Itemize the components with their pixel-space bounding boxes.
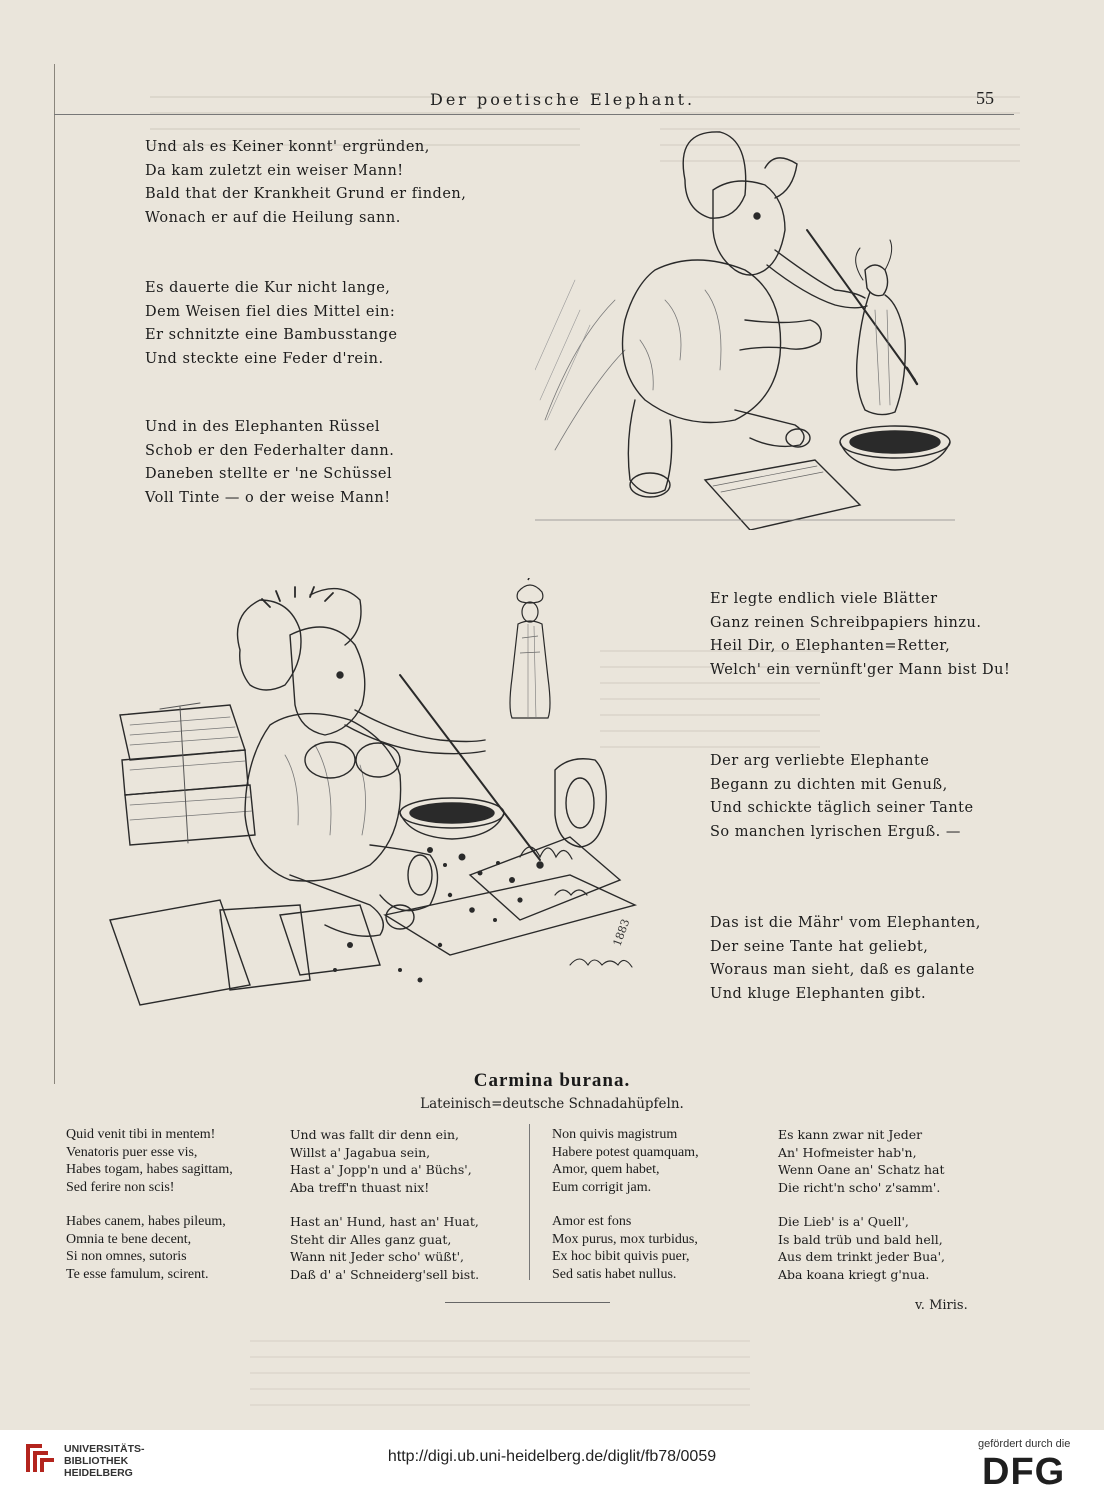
verse-line: Willst a' Jagabua sein, (290, 1144, 431, 1160)
verse-line: Bald that der Krankheit Grund er finden, (145, 186, 467, 202)
verse-line: Hast an' Hund, hast an' Huat, (290, 1214, 479, 1229)
stanza-2 (145, 277, 397, 371)
stanza-4 (710, 588, 1010, 682)
latin-column-1 (66, 1126, 233, 1283)
verse-line: Schob er den Federhalter dann. (145, 442, 395, 459)
verse-line: Quid venit tibi in mentem! (66, 1127, 216, 1142)
bleed-through (250, 1340, 750, 1410)
verse-line: Si non omnes, sutoris (66, 1249, 187, 1264)
verse-line: Non quivis magistrum (552, 1127, 678, 1142)
verse-line: Voll Tinte — o der weise Mann! (145, 489, 391, 506)
section-subtitle: Lateinisch=deutsche Schnadahüpfeln. (420, 1096, 684, 1112)
verse-line: Da kam zuletzt ein weiser Mann! (145, 162, 404, 179)
verse-line: Er schnitzte eine Bambusstange (145, 327, 398, 343)
stanza-1 (145, 136, 466, 230)
verse-line: Te esse famulum, scirent. (66, 1266, 209, 1282)
verse-line: Wonach er auf die Heilung sann. (145, 209, 401, 226)
verse-line: Amor, quem habet, (552, 1162, 660, 1177)
verse-line: Das ist die Mähr' vom Elephanten, (710, 915, 981, 931)
german-column-2 (778, 1126, 945, 1283)
verse-line: Hast a' Jopp'n und a' Büchs', (290, 1162, 472, 1177)
verse-line: Aba koana kriegt g'nua. (778, 1266, 930, 1282)
verse-line: Und als es Keiner konnt' ergründen, (145, 139, 430, 155)
verse-line: An' Hofmeister hab'n, (778, 1144, 917, 1160)
stanza-3 (145, 416, 394, 510)
verse-line: Begann zu dichten mit Genuß, (710, 776, 948, 793)
column-divider (529, 1124, 530, 1280)
permalink-url[interactable]: http://digi.ub.uni-heidelberg.de/diglit/fb78/0059 (387, 1448, 717, 1465)
verse-line: Ganz reinen Schreibpapiers hinzu. (710, 614, 982, 631)
verse-line: Daneben stellte er 'ne Schüssel (145, 466, 393, 482)
verse-line: Heil Dir, o Elephanten=Retter, (710, 638, 951, 654)
stanza-5 (710, 750, 974, 844)
verse-line: Daß d' a' Schneiderg'sell bist. (290, 1266, 480, 1282)
library-name-line: UNIVERSITÄTS- (64, 1443, 145, 1455)
verse-line: Dem Weisen fiel dies Mittel ein: (145, 303, 396, 320)
german-column-1 (290, 1126, 479, 1283)
left-border-rule (54, 64, 55, 1084)
verse-line: Der seine Tante hat geliebt, (710, 938, 929, 955)
verse-line: Wenn Oane an' Schatz hat (778, 1162, 945, 1177)
verse-line: Es dauerte die Kur nicht lange, (145, 280, 391, 296)
verse-line: Is bald trüb und bald hell, (778, 1231, 943, 1247)
verse-line: Es kann zwar nit Jeder (778, 1127, 923, 1142)
verse-line: So manchen lyrischen Erguß. — (710, 823, 961, 840)
verse-line: Ex hoc bibit quivis puer, (552, 1249, 690, 1264)
verse-line: Sed satis habet nullus. (552, 1266, 677, 1282)
verse-line: Welch' ein vernünft'ger Mann bist Du! (710, 661, 1011, 678)
library-name-line: BIBLIOTHEK (64, 1455, 129, 1467)
page-number: 55 (976, 88, 994, 108)
latin-column-2 (552, 1126, 699, 1283)
verse-line: Der arg verliebte Elephante (710, 753, 930, 769)
verse-line: Und was fallt dir denn ein, (290, 1127, 460, 1142)
verse-line: Die richt'n scho' z'samm'. (778, 1179, 941, 1195)
verse-line: Wann nit Jeder scho' wüßt', (290, 1249, 465, 1264)
closing-rule (445, 1302, 610, 1303)
verse-line: Habes canem, habes pileum, (66, 1214, 226, 1229)
funding-label: gefördert durch die (978, 1438, 1071, 1450)
verse-line: Venatoris puer esse vis, (66, 1144, 198, 1160)
stanza-6 (710, 912, 981, 1006)
verse-line: Und schickte täglich seiner Tante (710, 800, 974, 816)
verse-line: Eum corrigit jam. (552, 1179, 652, 1195)
illustration-elephant-and-sage (535, 120, 955, 530)
verse-line: Und in des Elephanten Rüssel (145, 419, 381, 435)
viewer-footer (0, 1430, 1104, 1503)
verse-line: Steht dir Alles ganz guat, (290, 1231, 452, 1247)
section-title: Carmina burana. (473, 1070, 631, 1091)
verse-line: Omnia te bene decent, (66, 1231, 192, 1247)
dfg-logo[interactable]: DFG (982, 1451, 1066, 1493)
illustration-signature-year: 1883 (610, 917, 633, 949)
illustration-standing-figure (490, 578, 570, 726)
verse-line: Er legte endlich viele Blätter (710, 591, 938, 607)
verse-line: Sed ferire non scis! (66, 1179, 175, 1195)
verse-line: Und kluge Elephanten gibt. (710, 985, 927, 1002)
library-name-line: HEIDELBERG (64, 1467, 133, 1479)
author-credit: v. Miris. (915, 1298, 968, 1313)
verse-line: Aus dem trinkt jeder Bua', (778, 1249, 946, 1264)
illustration-writing-elephant (100, 575, 660, 1015)
verse-line: Habes togam, habes sagittam, (66, 1162, 233, 1177)
verse-line: Amor est fons (552, 1214, 632, 1229)
header-rule (54, 114, 1014, 115)
verse-line: Woraus man sieht, daß es galante (710, 962, 975, 978)
verse-line: Habere potest quamquam, (552, 1144, 699, 1160)
verse-line: Aba treff'n thuast nix! (290, 1179, 430, 1195)
running-title: Der poetische Elephant. (430, 90, 696, 109)
verse-line: Die Lieb' is a' Quell', (778, 1214, 909, 1229)
verse-line: Mox purus, mox turbidus, (552, 1231, 698, 1247)
verse-line: Und steckte eine Feder d'rein. (145, 350, 384, 367)
